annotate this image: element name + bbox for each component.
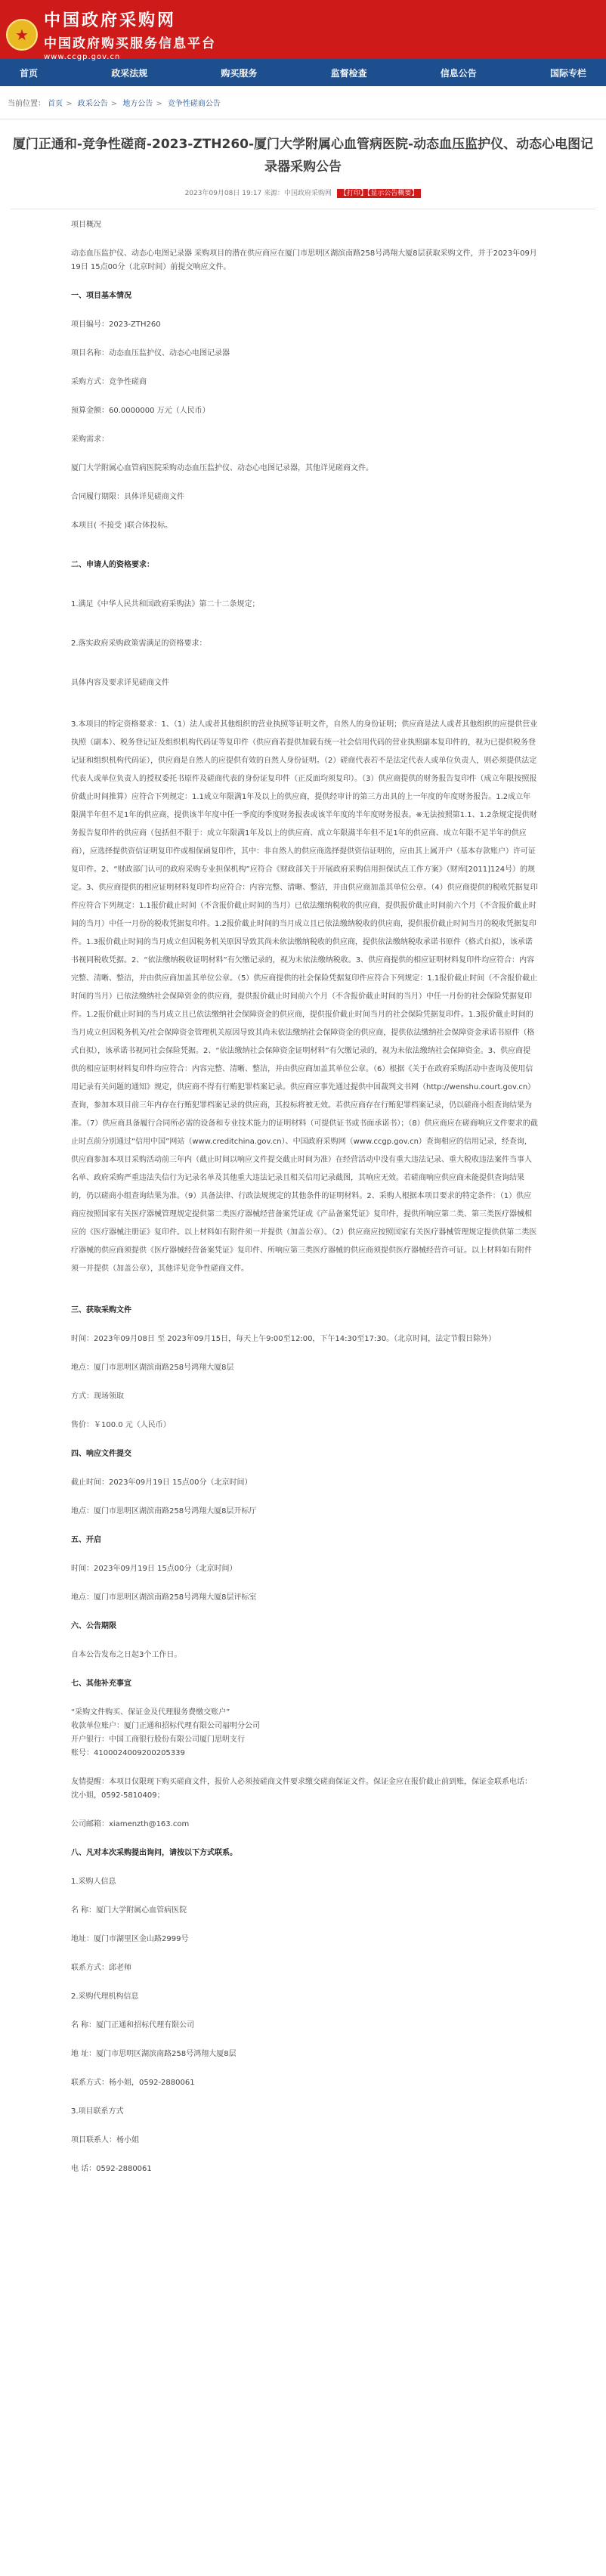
purchaser-address: 地址：厦门市湖里区金山路2999号 — [71, 1935, 189, 1943]
agency-label: 2.采购代理机构信息 — [71, 1992, 139, 2001]
site-title: 中国政府采购网 — [44, 11, 177, 30]
section-8-heading: 八、凡对本次采购提出询问，请按以下方式联系。 — [71, 1849, 237, 1857]
breadcrumb-local-announce[interactable]: 地方公告 — [122, 100, 153, 108]
open-place: 地点：厦门市思明区湖滨南路258号鸿翔大厦8层评标室 — [71, 1593, 257, 1602]
para-overview-label: 项目概况 — [71, 221, 101, 229]
section-3-heading: 三、获取采购文件 — [71, 1306, 131, 1314]
agency-address: 地 址：厦门市思明区湖滨南路258号鸿翔大厦8层 — [71, 2050, 237, 2058]
section-7-heading: 七、其他补充事宜 — [71, 1680, 131, 1688]
company-email: 公司邮箱：xiamenzth@163.com — [71, 1820, 190, 1828]
requirement-label: 采购需求： — [71, 435, 109, 444]
nav-regulations[interactable]: 政采法规 — [111, 67, 148, 79]
project-contact-phone: 电 话：0592-2880061 — [71, 2165, 152, 2173]
nav-announcements[interactable]: 信息公告 — [440, 67, 477, 79]
site-subtitle: 中国政府购买服务信息平台 — [44, 36, 216, 51]
doc-method: 方式：现场领取 — [71, 1392, 124, 1401]
project-name: 项目名称：动态血压监护仪、动态心电图记录器 — [71, 349, 230, 358]
project-contact-label: 3.项目联系方式 — [71, 2107, 124, 2116]
doc-place: 地点：厦门市思明区湖滨南路258号鸿翔大厦8层 — [71, 1364, 234, 1372]
project-contact-person: 项目联系人：杨小姐 — [71, 2136, 139, 2144]
purchaser-contact: 联系方式：邱老师 — [71, 1964, 131, 1972]
qualification-1: 1.满足《中华人民共和国政府采购法》第二十二条规定； — [71, 600, 260, 608]
article — [0, 119, 606, 2176]
site-logo[interactable] — [6, 8, 216, 61]
procurement-method: 采购方式：竞争性磋商 — [71, 378, 147, 386]
nav-home[interactable]: 首页 — [20, 67, 39, 79]
doc-time: 时间：2023年09月08日 至 2023年09月15日，每天上午9:00至12:00，下午14:30至17:30。（北京时间，法定节假日除外） — [71, 1335, 496, 1343]
article-date-source: 2023年09月08日 19:17 来源：中国政府采购网 — [184, 190, 332, 197]
nav-supervision[interactable]: 监督检查 — [330, 67, 367, 79]
qualification-2-detail: 具体内容及要求详见磋商文件 — [71, 679, 169, 687]
print-summary-links[interactable]: 【打印】【显示公告概要】 — [337, 189, 422, 198]
national-emblem-icon — [6, 19, 38, 51]
site-header — [0, 0, 606, 59]
breadcrumb-home[interactable]: 首页 — [48, 100, 63, 108]
bank-account-info: “采购文件购买、保证金及代理服务费缴交账户” 收款单位账户：厦门正通和招标代理有限公司福明分公司 开户银行：中国工商银行股份有限公司厦门思明支行 账号：4100024009200205339 — [71, 1708, 260, 1757]
article-title: 厦门正通和-竞争性磋商-2023-ZTH260-厦门大学附属心血管病医院-动态血压监护仪、动态心电图记录器采购公告 — [12, 137, 594, 175]
breadcrumb-prefix: 当前位置： — [8, 100, 45, 108]
open-time: 时间：2023年09月19日 15点00分（北京时间） — [71, 1565, 237, 1573]
nav-purchase-service[interactable]: 购买服务 — [221, 67, 258, 79]
purchaser-name: 名 称：厦门大学附属心血管病医院 — [71, 1906, 187, 1915]
qualification-3: 3.本项目的特定资格要求：1、（1）法人或者其他组织的营业执照等证明文件，自然人的身份证明；供应商是法人或者其他组织的应提供营业执照（副本）、税务登记证及组织机构代码证等复印件（供应商若提供加载有统一社会信用代码的营业执照副本复印件的，视为已提供税务登记证和组织机构代码证），供应商是自然人的应提供有效的自然人身份证明。（2）磋商代表若不是法定代表人或单位负责人，则必须提供法定代表人或单位负责人的授权委托书原件及磋商代表的身份证复印件（正反面均须复印）。（3）供应商提供的财务报告复印件（成立年限按照报价截止时间推算）应符合下列规定：1.1成立年限满1年及以上的供应商，提供经审计的第三方出具的上一年度的年度财务报告。1.2成立年限满半年但不足1年的供应商，提供该半年度中任一季度的季度财务报表或该半年度的半年度财务报表。※无法按照第1.1、1.2条规定提供财务报告复印件的供应商（包括但不限于：成立年限满1年及以上的供应商、成立年限满半年但不足1年的供应商、成立年限不足半年的供应商），应选择提供资信证明复印件或相保函复印件，其中：非自然人的供应商选择提供资信证明的，应由其上属开户（基本存款账户）许可证复印件。2、“财政部门认可的政府采购专业担保机构”应符合《财政部关于开展政府采购信用担保试点工作方案》（财库[2011]124号）的规定。3、供应商提供的相应证明材料复印件均应符合：内容完整、清晰、整洁，并由供应商加盖其单位公章。（4）供应商提供的税收凭据复印件应符合下列规定：1.1报价截止时间（不含报价截止时间的当月）已依法缴纳税收的供应商，提供报价截止时间前六个月（不含报价截止时间的当月）中任一月份的税收凭据复印件。1.2报价截止时间的当月成立且已依法缴纳税收的供应商，提供报价截止时间当月的税收凭据复印件。1.3报价截止时间的当月成立但因税务机关原因导致其尚未依法缴纳税收的供应商，提供依法缴纳税收承诺书原件（格式自拟），该承诺书视同税收凭据。2、“依法缴纳税收证明材料”有欠缴记录的，视为未依法缴纳税收。3、供应商提供的相应证明材料复印件均应符合：内容完整、清晰、整洁，并由供应商加盖其单位公章。（5）供应商提供的社会保险凭据复印件应符合下列规定：1.1报价截止时间（不含报价截止时间的当月）已依法缴纳社会保障资金的供应商，提供报价截止时间前六个月（不含报价截止时间的当月）中任一月份的社会保险凭据复印件。1.2报价截止时间的当月成立且已依法缴纳社会保障资金的供应商，提供报价截止时间当月的社会保险凭据复印件。1.3报价截止时间的当月成立但因税务机关/社会保障资金管理机关原因导致其尚未依法缴纳社会保障资金的供应商，提供依法缴纳社会保障资金承诺书原件（格式自拟），该承诺书视同社会保险凭据。2、“依法缴纳社会保障资金证明材料”有欠缴记录的，视为未依法缴纳社会保障资金。3、供应商提供的相应证明材料复印件均应符合：内容完整、清晰、整洁，并由供应商加盖其单位公章。（6）根据《关于在政府采购活动中查询及使用信用记录有关问题的通知》规定，供应商不得有行贿犯罪档案记录。供应商应事先通过提供中国裁判文书网（http://wenshu.court.gov.cn）查询，参加本项目前三年内存在行贿犯罪档案记录的供应商，其投标将被无效。若供应商存在行贿犯罪档案记录，仍以磋商小组查询结果为准。（7）供应商具备履行合同所必需的设备和专业技术能力的证明材料（可提供证书或书面承诺书）；（8）供应商应在磋商响应文件要求的截止时点前分别通过“信用中国”网站（www.creditchina.gov.cn）、中国政府采购网（www.ccgp.gov.cn）查询相应的信用记录，经查询，供应商参加本项目采购活动前三年内（截止时间以响应文件提交截止时间为准）在经营活动中没有重大违法记录、重大税收违法案件当事人名单、政府采购严重违法失信行为记录名单及其他重大违法记录且相关信用记录截图，其响应无效。若磋商响应供应商未能提供查询结果的，仍以磋商小组查询结果为准。（9）具备法律、行政法规规定的其他条件的证明材料。2、采购人根据本项目要求的特定条件：（1）供应商应按照国家有关医疗器械管理规定提供第二类医疗器械经营备案凭证或《产品备案凭证》复印件，提供所响应第二类、第三类医疗器械相应的《医疗器械注册证》复印件。以上材料如有附件须一并提供（加盖公章）。（2）供应商应按照国家有关医疗器械管理规定提供供第二类医疗器械的供应商须提供《医疗器械经营备案凭证》复印件、所响应第三类医疗器械的供应商须提供医疗器械经营许可证。以上材料如有附件须一并提供（加盖公章），其他详见竞争性磋商文件。 — [71, 720, 538, 1273]
consortium: 本项目( 不接受 )联合体投标。 — [71, 522, 173, 530]
nav-international[interactable]: 国际专栏 — [549, 67, 586, 79]
submit-place: 地点：厦门市思明区湖滨南路258号鸿翔大厦8层开标厅 — [71, 1507, 257, 1516]
breadcrumb-current[interactable]: 竞争性磋商公告 — [167, 100, 221, 108]
agency-name: 名 称：厦门正通和招标代理有限公司 — [71, 2021, 195, 2030]
budget: 预算金额：60.0000000 万元（人民币） — [71, 407, 210, 415]
qualification-2: 2.落实政府采购政策需满足的资格要求： — [71, 639, 207, 648]
article-meta — [0, 187, 606, 203]
announce-period: 自本公告发布之日起3个工作日。 — [71, 1651, 182, 1659]
section-5-heading: 五、开启 — [71, 1536, 101, 1544]
project-number: 项目编号：2023-ZTH260 — [71, 320, 161, 329]
main-nav — [0, 59, 606, 86]
para-overview: 动态血压监护仪、动态心电图记录器 采购项目的潜在供应商应在厦门市思明区湖滨南路258号鸿翔大厦8层获取采购文件，并于2023年09月19日 15点00分（北京时间）前提交响应文件。 — [71, 249, 537, 271]
doc-price: 售价：￥100.0 元（人民币） — [71, 1421, 171, 1429]
agency-contact: 联系方式：杨小姐，0592-2880061 — [71, 2079, 195, 2087]
article-body — [0, 218, 606, 2176]
breadcrumb: 当前位置： 首页 > 政采公告 > 地方公告 > 竞争性磋商公告 — [0, 86, 606, 119]
requirement-text: 厦门大学附属心血管病医院采购动态血压监护仪、动态心电图记录器，其他详见磋商文件。 — [71, 464, 373, 472]
section-6-heading: 六、公告期限 — [71, 1622, 116, 1630]
deposit-reminder: 友情提醒：本项目仅限现下购买磋商文件，报价人必须按磋商文件要求缴交磋商保证文件。保证金应在报价截止前到账，保证金联系电话：沈小姐，0592-5810409； — [71, 1778, 532, 1800]
breadcrumb-gov-announce[interactable]: 政采公告 — [77, 100, 108, 108]
section-2-heading: 二、申请人的资格要求： — [71, 561, 154, 569]
section-1-heading: 一、项目基本情况 — [71, 292, 131, 300]
submit-deadline: 截止时间：2023年09月19日 15点00分（北京时间） — [71, 1478, 252, 1487]
section-4-heading: 四、响应文件提交 — [71, 1450, 131, 1458]
site-url: www.ccgp.gov.cn — [44, 53, 121, 61]
purchaser-label: 1.采购人信息 — [71, 1878, 116, 1886]
contract-period: 合同履行期限：具体详见磋商文件 — [71, 493, 184, 501]
